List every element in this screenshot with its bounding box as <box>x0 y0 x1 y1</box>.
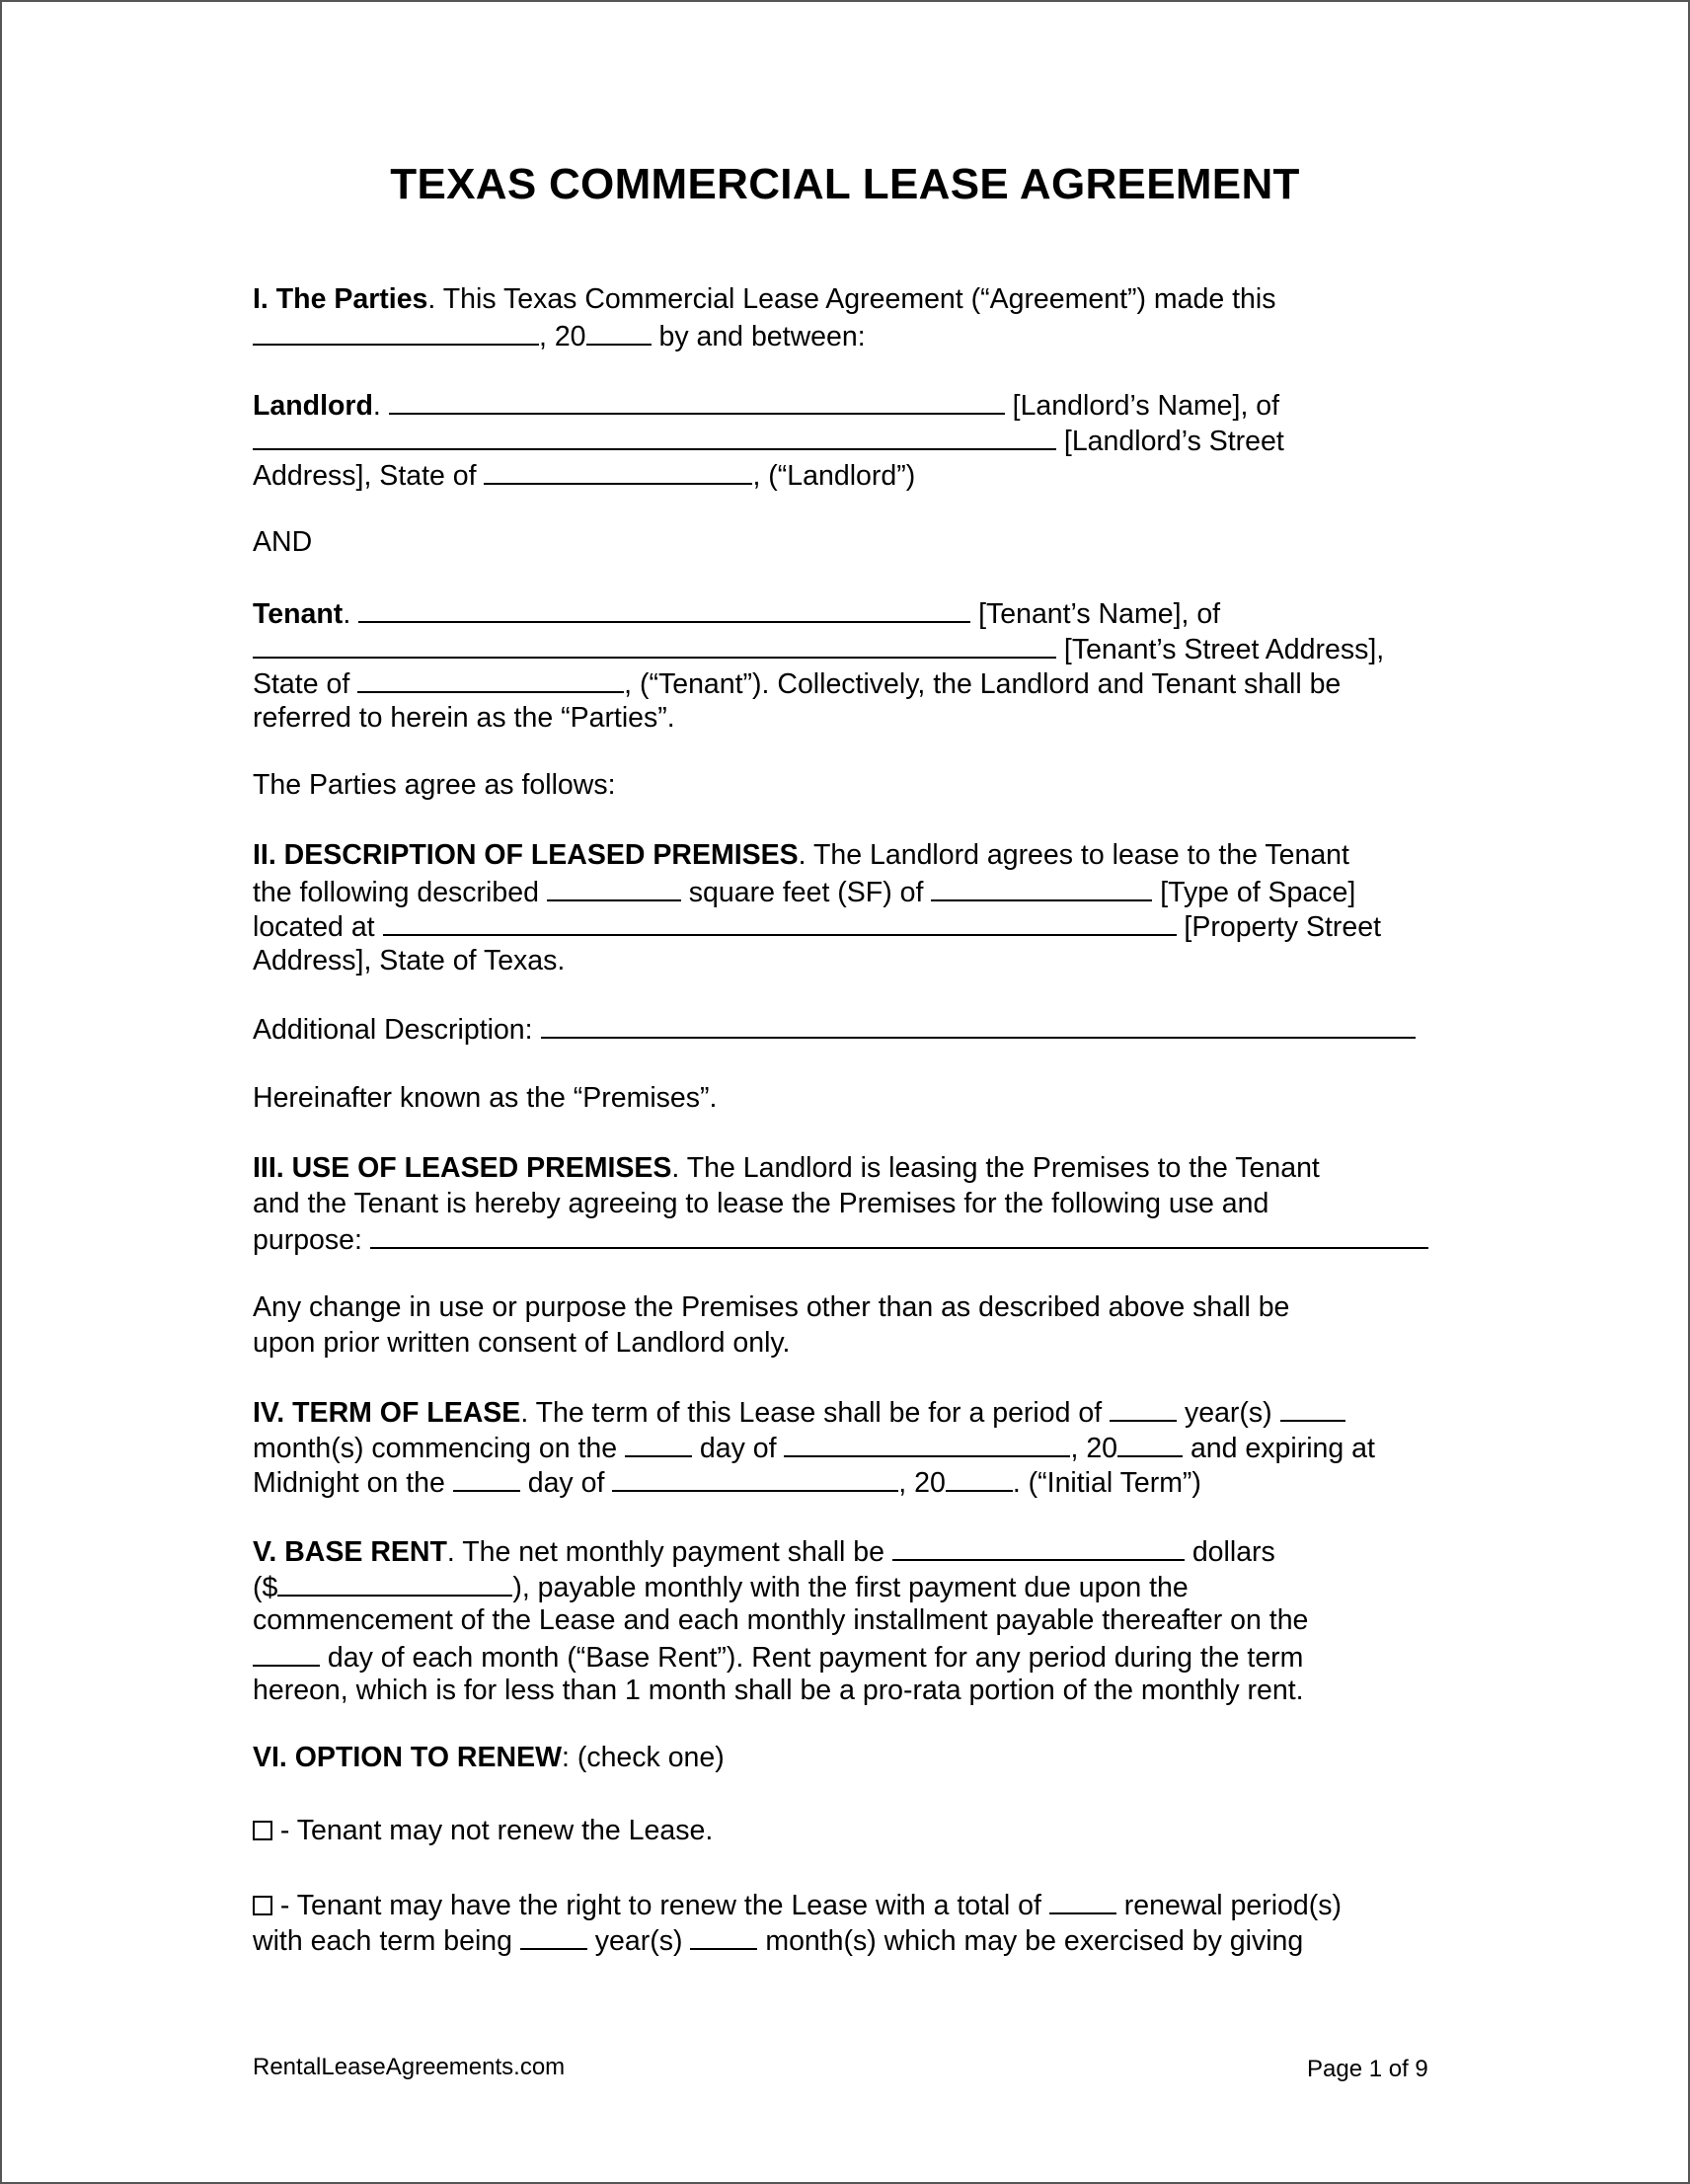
term-months-blank[interactable] <box>1280 1394 1345 1422</box>
section-description: II. DESCRIPTION OF LEASED PREMISES. The Landlord agrees to lease to the Tenant the following described square feet (SF) of [Type of Space] located at [Property Street Address], State of Texas. <box>253 839 1382 976</box>
rent-amount-blank[interactable] <box>277 1569 512 1597</box>
change-of-use-text: Any change in use or purpose the Premises other than as described above shall be upon prior written consent of Landlord only. <box>253 1291 1290 1359</box>
renewal-periods-blank[interactable] <box>1049 1887 1116 1914</box>
space-type-blank[interactable] <box>931 874 1152 901</box>
landlord-state-blank[interactable] <box>484 457 752 485</box>
renew-option-no: - Tenant may not renew the Lease. <box>253 1814 1437 1849</box>
and-text: AND <box>253 526 313 558</box>
description-heading: II. DESCRIPTION OF LEASED PREMISES <box>253 839 799 871</box>
section-term: IV. TERM OF LEASE. The term of this Lease shall be for a period of year(s) month(s) commencing on the day of , 20 and expiring at Midnight on the day of , 20 . (“Initial Term”) <box>253 1394 1437 1500</box>
footer-page-number: Page 1 of 9 <box>1307 2056 1428 2082</box>
additional-description-blank[interactable] <box>541 1011 1416 1039</box>
year-blank[interactable] <box>586 318 652 346</box>
property-address-blank[interactable] <box>383 908 1177 936</box>
footer-website: RentalLeaseAgreements.com <box>253 2054 566 2080</box>
landlord-block: Landlord. [Landlord’s Name], of [Landlord’s Street Address], State of , (“Landlord”) <box>253 387 1437 493</box>
agree-text: The Parties agree as follows: <box>253 769 616 801</box>
section-base-rent: V. BASE RENT. The net monthly payment shall be dollars ($ ), payable monthly with the first payment due upon the commencement of the Lease and each monthly installment payable thereafter on the day of each month (“Base Rent”). Rent payment for any period during the term hereon, which is for less than 1 month shall be a pro-rata portion of the monthly rent. <box>253 1533 1437 1709</box>
landlord-label: Landlord <box>253 390 373 422</box>
use-purpose-blank[interactable] <box>370 1221 1428 1249</box>
no-renew-checkbox[interactable] <box>253 1821 272 1840</box>
end-year-blank[interactable] <box>946 1464 1013 1492</box>
renewal-years-blank[interactable] <box>520 1922 587 1950</box>
renew-checkbox[interactable] <box>253 1896 272 1915</box>
term-heading: IV. TERM OF LEASE <box>253 1397 521 1429</box>
section-parties: I. The Parties. This Texas Commercial Lease Agreement (“Agreement”) made this , 20 by and between: <box>253 283 1276 352</box>
document-title: TEXAS COMMERCIAL LEASE AGREEMENT <box>390 160 1300 208</box>
renewal-months-blank[interactable] <box>690 1922 757 1950</box>
renew-option-yes: - Tenant may have the right to renew the Lease with a total of renewal period(s) with each term being year(s) month(s) which may be exercised by giving <box>253 1887 1437 1957</box>
use-heading: III. USE OF LEASED PREMISES <box>253 1152 672 1184</box>
parties-heading: I. The Parties <box>253 283 428 315</box>
tenant-name-blank[interactable] <box>358 595 970 623</box>
square-feet-blank[interactable] <box>547 874 681 901</box>
term-years-blank[interactable] <box>1110 1394 1177 1422</box>
end-month-blank[interactable] <box>612 1464 898 1492</box>
base-rent-heading: V. BASE RENT <box>253 1536 447 1568</box>
start-month-blank[interactable] <box>784 1430 1070 1457</box>
section-option-to-renew: VI. OPTION TO RENEW: (check one) <box>253 1742 725 1773</box>
tenant-label: Tenant <box>253 598 344 630</box>
date-blank[interactable] <box>253 318 539 346</box>
renew-heading: VI. OPTION TO RENEW <box>253 1742 562 1773</box>
rent-dollars-words-blank[interactable] <box>892 1533 1185 1561</box>
start-day-blank[interactable] <box>625 1430 692 1457</box>
rent-due-day-blank[interactable] <box>253 1639 320 1667</box>
end-day-blank[interactable] <box>453 1464 520 1492</box>
tenant-state-blank[interactable] <box>357 665 624 693</box>
tenant-block: Tenant. [Tenant’s Name], of [Tenant’s Street Address], State of , (“Tenant”). Collectively, the Landlord and Tenant shall be referred to herein as the “Parties”. <box>253 595 1437 736</box>
landlord-name-blank[interactable] <box>389 387 1005 415</box>
start-year-blank[interactable] <box>1117 1430 1183 1457</box>
tenant-address-blank[interactable] <box>253 631 1056 659</box>
hereinafter-text: Hereinafter known as the “Premises”. <box>253 1082 718 1114</box>
additional-description: Additional Description: <box>253 1011 1437 1047</box>
landlord-address-blank[interactable] <box>253 423 1056 450</box>
section-use: III. USE OF LEASED PREMISES. The Landlord is leasing the Premises to the Tenant and the Tenant is hereby agreeing to lease the Premises for the following use and purpose: <box>253 1151 1437 1257</box>
